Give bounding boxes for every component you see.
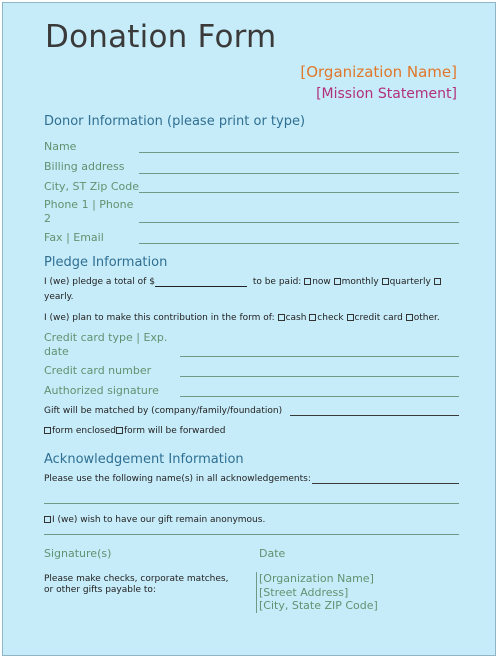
section-divider — [44, 534, 459, 535]
acknowledgement-section-heading: Acknowledgement Information — [44, 452, 244, 467]
acknowledgement-names-field-line-2[interactable] — [44, 503, 459, 504]
card-number-label: Credit card number — [44, 364, 152, 377]
other-option-label: other. — [413, 313, 440, 323]
date-label: Date — [259, 547, 286, 560]
monthly-checkbox[interactable] — [334, 278, 341, 285]
now-checkbox[interactable] — [304, 278, 311, 285]
fax-email-field-line[interactable] — [139, 243, 459, 244]
pledge-total-line — [44, 277, 442, 287]
payable-to-line-2: or other gifts payable to: — [44, 585, 156, 595]
billing-address-field-line[interactable] — [139, 173, 459, 174]
gift-match-label: Gift will be matched by (company/family/foundation) — [44, 406, 283, 416]
credit-card-checkbox[interactable] — [347, 314, 354, 321]
form-enclosed-line — [44, 426, 225, 436]
mission-statement: [Mission Statement] — [316, 86, 457, 102]
quarterly-option-label: quarterly — [389, 277, 431, 287]
monthly-option-label: monthly — [341, 277, 379, 287]
organization-address-block — [256, 572, 378, 613]
yearly-checkbox[interactable] — [434, 278, 441, 285]
pledge-total-prefix: I (we) pledge a total of $ — [44, 277, 155, 287]
pledge-paid-label: to be paid: — [252, 277, 302, 287]
card-number-field-line[interactable] — [180, 376, 459, 377]
gift-match-field-line[interactable] — [290, 415, 459, 416]
fax-email-label: Fax | Email — [44, 231, 104, 244]
pledge-section-heading: Pledge Information — [44, 255, 168, 270]
check-option-label: check — [317, 313, 344, 323]
check-checkbox[interactable] — [309, 314, 316, 321]
payable-to-line-1: Please make checks, corporate matches, — [44, 574, 229, 584]
authorized-signature-field-line[interactable] — [180, 396, 459, 397]
donation-form-page — [2, 2, 496, 656]
address-street: [Street Address] — [259, 585, 349, 599]
signature-label: Signature(s) — [44, 547, 112, 560]
billing-address-label: Billing address — [44, 160, 125, 173]
anonymous-line — [44, 515, 265, 525]
pledge-amount-field[interactable] — [155, 277, 247, 287]
contribution-form-prefix: I (we) plan to make this contribution in the form of: — [44, 313, 275, 323]
form-forwarded-label: form will be forwarded — [123, 426, 226, 436]
credit-card-option-label: credit card — [354, 313, 403, 323]
yearly-option-label: yearly. — [44, 292, 74, 302]
card-type-field-line[interactable] — [180, 356, 459, 357]
phone-label: Phone 1 | Phone 2 — [44, 198, 134, 225]
payable-to-text — [44, 574, 228, 596]
anonymous-checkbox[interactable] — [44, 516, 51, 523]
acknowledgement-names-field-line[interactable] — [312, 483, 459, 484]
address-org-name: [Organization Name] — [259, 572, 374, 585]
form-enclosed-label: form enclosed — [52, 426, 116, 436]
card-type-label: Credit card type | Exp. date — [44, 331, 168, 358]
name-field-line[interactable] — [139, 152, 459, 153]
form-title: Donation Form — [45, 19, 277, 55]
form-enclosed-checkbox[interactable] — [44, 427, 51, 434]
organization-name: [Organization Name] — [300, 63, 457, 81]
cash-checkbox[interactable] — [278, 314, 285, 321]
phone-field-line[interactable] — [139, 222, 459, 223]
cash-option-label: cash — [285, 313, 307, 323]
now-option-label: now — [312, 277, 331, 287]
contribution-form-line — [44, 313, 440, 323]
other-checkbox[interactable] — [406, 314, 413, 321]
name-label: Name — [44, 140, 77, 153]
donor-section-heading: Donor Information (please print or type) — [44, 114, 306, 129]
form-forwarded-checkbox[interactable] — [116, 427, 123, 434]
acknowledgement-names-label: Please use the following name(s) in all acknowledgements: — [44, 474, 311, 484]
address-city-state-zip: [City, State ZIP Code] — [259, 599, 378, 612]
quarterly-checkbox[interactable] — [382, 278, 389, 285]
city-zip-label: City, ST Zip Code — [44, 180, 139, 193]
authorized-signature-label: Authorized signature — [44, 384, 159, 397]
city-zip-field-line[interactable] — [139, 192, 459, 193]
anonymous-label: I (we) wish to have our gift remain anonymous. — [52, 515, 266, 525]
